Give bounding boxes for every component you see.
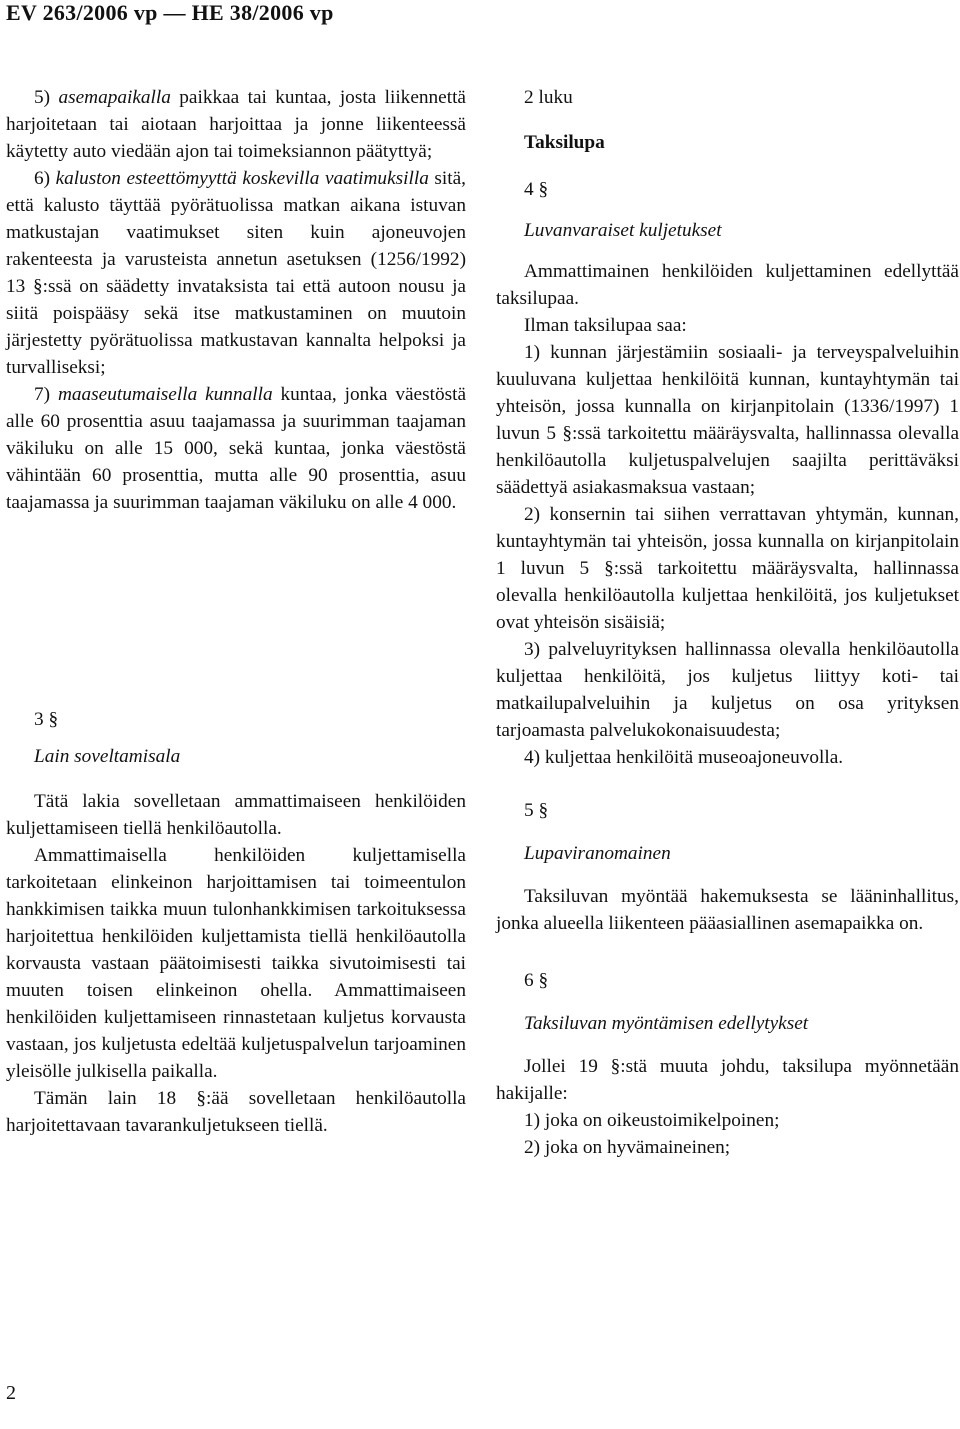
section-4-paragraph-1: Ammattimainen henkilöiden kuljettaminen edellyttää taksilupaa.: [496, 261, 959, 309]
item-number: 5): [34, 87, 59, 108]
defined-term: kaluston esteettömyyttä koskevilla vaatimuksilla: [55, 168, 429, 189]
chapter-title: Taksilupa: [524, 132, 605, 153]
section-6-title: Taksiluvan myöntämisen edellytykset: [524, 1013, 809, 1034]
item-number: 6): [34, 168, 56, 189]
page-number: 2: [6, 1382, 16, 1404]
definition-text: paikkaa tai kuntaa, josta liikennettä harjoitetaan tai aiotaan harjoittaa ja jonne liikenteessä käytetty auto viedään ajon tai toimeksiannon päätyttyä;: [6, 87, 466, 162]
definition-item-7: [6, 381, 466, 516]
section-4-item-1: 1) kunnan järjestämiin sosiaali- ja terveyspalveluihin kuuluvana kuljettaa henkilöitä kunnan, kuntayhtymän tai yhteisön, jossa kunnalla on kirjanpitolain (1336/1997) 1 luvun 5 §:ssä tarkoitettu määräysvalta, hallinnassa olevalla henkilöautolla kuljetuspalvelujen saajilta perittäväksi säädettyä asiakasmaksua vastaan;: [496, 342, 959, 498]
defined-term: asemapaikalla: [58, 87, 171, 108]
section-3-paragraph-1: Tätä lakia sovelletaan ammattimaiseen henkilöiden kuljettamiseen tiellä henkilöautolla.: [6, 791, 466, 839]
section-3-number: 3 §: [34, 709, 59, 730]
section-4-item-4: 4) kuljettaa henkilöitä museoajoneuvolla.: [524, 747, 844, 768]
section-6-paragraph-1: Jollei 19 §:stä muuta johdu, taksilupa myönnetään hakijalle:: [496, 1056, 959, 1104]
section-5-paragraph-1: Taksiluvan myöntää hakemuksesta se lääninhallitus, jonka alueella liikenteen pääasiallinen asemapaikka on.: [496, 886, 959, 934]
item-number: 7): [34, 384, 58, 405]
left-column: [6, 84, 466, 1139]
section-4-item-2: 2) konsernin tai siihen verrattavan yhtymän, kunnan, kuntayhtymän tai yhteisön, jossa kunnalla on kirjanpitolain 1 luvun 5 §:ssä tarkoitettu määräysvalta, hallinnassa olevalla henkilöautolla kuljettaa henkilöitä, jos kuljetukset ovat yhteisön sisäisiä;: [496, 504, 959, 633]
section-6-item-2: 2) joka on hyvämaineinen;: [524, 1137, 731, 1158]
defined-term: maaseutumaisella kunnalla: [57, 384, 273, 405]
section-3-title: Lain soveltamisala: [34, 746, 181, 767]
section-4-paragraph-2: Ilman taksilupaa saa:: [524, 315, 687, 336]
section-3-paragraph-3: Tämän lain 18 §:ää sovelletaan henkilöautolla harjoitettavaan tavarankuljetukseen tiellä.: [6, 1088, 466, 1136]
definition-text: sitä, että kalusto täyttää pyörätuolissa matkan aikana istuvan matkustajan vaatimukset siten kuin ajoneuvojen rakenteesta ja varusteista annetun asetuksen (1256/1992) 13 §:ssä on säädetty invataksista tai että autoon nousu ja siitä poispääsy sekä itse matkustaminen on muutoin järjestetty pyörätuolissa matkustavan kannalta helpoksi ja turvalliseksi;: [6, 168, 467, 378]
section-4-number: 4 §: [524, 179, 549, 200]
section-5-number: 5 §: [524, 800, 549, 821]
section-3-paragraph-2: Ammattimaisella henkilöiden kuljettamisella tarkoitetaan elinkeinon harjoittamisen tai toimeentulon hankkimisen taikka muun tulonhankkimisen tarkoituksessa harjoitettua henkilöiden kuljettamista tiellä henkilöautolla korvausta vastaan päätoimisesti taikka sivutoimisesti tai muuten toisen elinkeinon ohella. Ammattimaiseen henkilöiden kuljettamiseen rinnastetaan kuljetus korvausta vastaan, jos kuljetusta edeltää kuljetuspalvelun tarjoaminen yleisölle julkisella paikalla.: [6, 845, 466, 1082]
document-header: EV 263/2006 vp — HE 38/2006 vp: [6, 0, 334, 25]
definition-item-5: [6, 84, 466, 165]
section-4-title: Luvanvaraiset kuljetukset: [524, 220, 722, 241]
right-column: [496, 84, 959, 1161]
definition-text: kuntaa, jonka väestöstä alle 60 prosenttia asuu taajamassa ja suurimman taajaman väkiluku on alle 15 000, sekä kuntaa, jonka väestöstä vähintään 60 prosenttia, mutta alle 90 prosenttia, asuu taajamassa ja suurimman taajaman väkiluku on alle 4 000.: [6, 384, 466, 513]
section-6-item-1: 1) joka on oikeustoimikelpoinen;: [524, 1110, 780, 1131]
definition-item-6: [6, 165, 466, 381]
section-5-title: Lupaviranomainen: [524, 843, 671, 864]
section-4-item-3: 3) palveluyrityksen hallinnassa olevalla henkilöautolla kuljettaa henkilöitä, jos kuljetus liittyy koti- tai matkailupalveluihin ja kuljetus on osa yrityksen tarjoamasta palvelukokonaisuudesta;: [496, 639, 959, 741]
chapter-number: 2 luku: [524, 87, 573, 108]
section-6-number: 6 §: [524, 970, 549, 991]
